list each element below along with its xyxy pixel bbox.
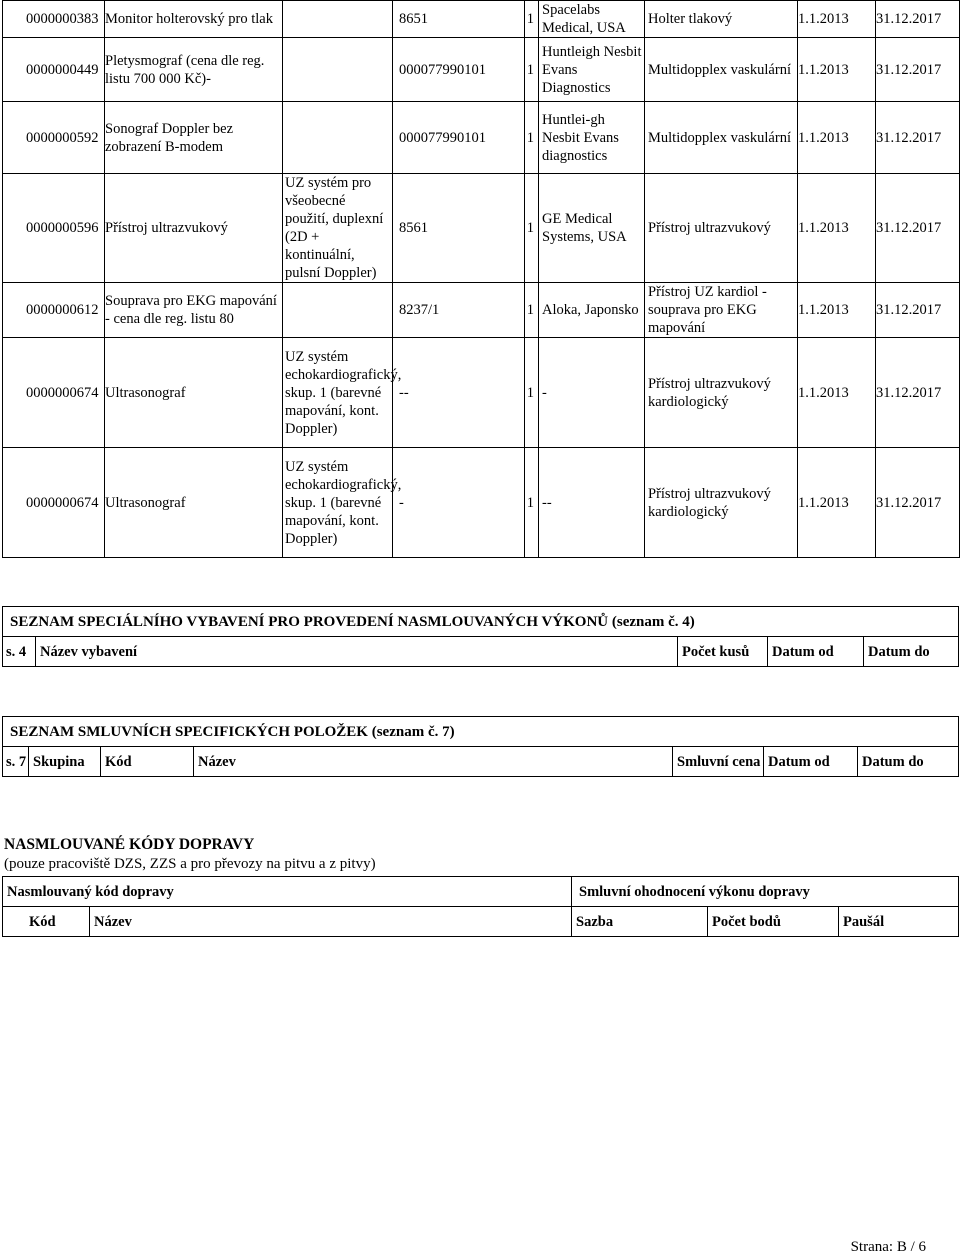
- equipment-model: --: [393, 338, 525, 448]
- equipment-name: Pletysmograf (cena dle reg. listu 700 000 Kč)-: [105, 38, 283, 102]
- equipment-name: Monitor holterovský pro tlak: [105, 1, 283, 38]
- equipment-model: 000077990101: [393, 38, 525, 102]
- equipment-type: Přístroj ultrazvukový kardiologický: [645, 338, 798, 448]
- equipment-count: 1: [525, 283, 539, 338]
- special-equipment-table: [2, 606, 959, 667]
- table-row: [3, 448, 960, 558]
- col-header: Název vybavení: [36, 637, 678, 667]
- date-from: 1.1.2013: [798, 38, 876, 102]
- col-header: s. 4: [3, 637, 36, 667]
- transport-title: NASMLOUVANÉ KÓDY DOPRAVY: [4, 836, 255, 853]
- table-row: [3, 174, 960, 283]
- equipment-description: [283, 102, 393, 174]
- equipment-manufacturer: Huntleigh Nesbit Evans Diagnostics: [539, 38, 645, 102]
- equipment-type: Přístroj UZ kardiol - souprava pro EKG mapování: [645, 283, 798, 338]
- col-header: Smluvní cena: [673, 747, 764, 777]
- date-to: 31.12.2017: [876, 448, 960, 558]
- col-header: Název: [194, 747, 673, 777]
- date-from: 1.1.2013: [798, 1, 876, 38]
- equipment-manufacturer: Aloka, Japonsko: [539, 283, 645, 338]
- col-header: Počet bodů: [708, 907, 839, 937]
- equipment-code: 0000000449: [3, 38, 105, 102]
- col-header: Kód: [101, 747, 194, 777]
- equipment-model: 8237/1: [393, 283, 525, 338]
- date-to: 31.12.2017: [876, 174, 960, 283]
- table-row: [3, 283, 960, 338]
- col-header: Datum do: [858, 747, 959, 777]
- contract-items-table: [2, 716, 959, 777]
- equipment-model: 8561: [393, 174, 525, 283]
- date-to: 31.12.2017: [876, 283, 960, 338]
- equipment-type: Holter tlakový: [645, 1, 798, 38]
- col-header: Datum od: [768, 637, 864, 667]
- date-from: 1.1.2013: [798, 448, 876, 558]
- equipment-code: 0000000674: [3, 448, 105, 558]
- table-row: [3, 1, 960, 38]
- transport-table: [2, 876, 959, 937]
- col-header: Datum od: [764, 747, 858, 777]
- equipment-name: Přístroj ultrazvukový: [105, 174, 283, 283]
- equipment-code: 0000000596: [3, 174, 105, 283]
- col-header: Počet kusů: [678, 637, 768, 667]
- date-from: 1.1.2013: [798, 283, 876, 338]
- date-from: 1.1.2013: [798, 174, 876, 283]
- col-header: Skupina: [29, 747, 101, 777]
- equipment-code: 0000000383: [3, 1, 105, 38]
- table-row: [3, 338, 960, 448]
- equipment-manufacturer: -: [539, 338, 645, 448]
- date-from: 1.1.2013: [798, 338, 876, 448]
- equipment-description: UZ systém echokardiografický, skup. 1 (barevné mapování, kont. Doppler): [283, 338, 393, 448]
- equipment-count: 1: [525, 38, 539, 102]
- equipment-type: Přístroj ultrazvukový kardiologický: [645, 448, 798, 558]
- equipment-name: Ultrasonograf: [105, 338, 283, 448]
- equipment-manufacturer: Huntlei-gh Nesbit Evans diagnostics: [539, 102, 645, 174]
- equipment-model: 8651: [393, 1, 525, 38]
- special-equipment-title: SEZNAM SPECIÁLNÍHO VYBAVENÍ PRO PROVEDENÍ NASMLOUVANÝCH VÝKONŮ (seznam č. 4): [3, 607, 959, 637]
- date-to: 31.12.2017: [876, 38, 960, 102]
- date-from: 1.1.2013: [798, 102, 876, 174]
- equipment-manufacturer: Spacelabs Medical, USA: [539, 1, 645, 38]
- equipment-description: [283, 283, 393, 338]
- equipment-description: UZ systém pro všeobecné použití, duplexní (2D + kontinuální, pulsní Doppler): [283, 174, 393, 283]
- equipment-manufacturer: GE Medical Systems, USA: [539, 174, 645, 283]
- equipment-code: 0000000674: [3, 338, 105, 448]
- col-header: s. 7: [3, 747, 29, 777]
- col-header: Datum do: [864, 637, 959, 667]
- col-header: Sazba: [572, 907, 708, 937]
- equipment-count: 1: [525, 448, 539, 558]
- date-to: 31.12.2017: [876, 338, 960, 448]
- equipment-count: 1: [525, 102, 539, 174]
- col-header: Název: [90, 907, 572, 937]
- equipment-type: Přístroj ultrazvukový: [645, 174, 798, 283]
- table-row: [3, 102, 960, 174]
- equipment-table: [2, 0, 960, 558]
- transport-group-right: Smluvní ohodnocení výkonu dopravy: [572, 877, 959, 907]
- equipment-name: Sonograf Doppler bez zobrazení B-modem: [105, 102, 283, 174]
- equipment-name: Ultrasonograf: [105, 448, 283, 558]
- equipment-description: UZ systém echokardiografický, skup. 1 (barevné mapování, kont. Doppler): [283, 448, 393, 558]
- table-row: [3, 38, 960, 102]
- equipment-model: -: [393, 448, 525, 558]
- date-to: 31.12.2017: [876, 1, 960, 38]
- transport-subtitle: (pouze pracoviště DZS, ZZS a pro převozy na pitvu a z pitvy): [4, 856, 376, 872]
- equipment-description: [283, 1, 393, 38]
- col-header: Paušál: [839, 907, 959, 937]
- equipment-count: 1: [525, 1, 539, 38]
- equipment-type: Multidopplex vaskulární: [645, 38, 798, 102]
- contract-items-title: SEZNAM SMLUVNÍCH SPECIFICKÝCH POLOŽEK (seznam č. 7): [3, 717, 959, 747]
- equipment-count: 1: [525, 338, 539, 448]
- equipment-manufacturer: --: [539, 448, 645, 558]
- equipment-description: [283, 38, 393, 102]
- equipment-count: 1: [525, 174, 539, 283]
- page-number: Strana: B / 6: [850, 1239, 926, 1255]
- equipment-type: Multidopplex vaskulární: [645, 102, 798, 174]
- equipment-code: 0000000592: [3, 102, 105, 174]
- equipment-code: 0000000612: [3, 283, 105, 338]
- transport-group-left: Nasmlouvaný kód dopravy: [3, 877, 572, 907]
- equipment-name: Souprava pro EKG mapování - cena dle reg. listu 80: [105, 283, 283, 338]
- col-header: Kód: [3, 907, 90, 937]
- equipment-model: 000077990101: [393, 102, 525, 174]
- date-to: 31.12.2017: [876, 102, 960, 174]
